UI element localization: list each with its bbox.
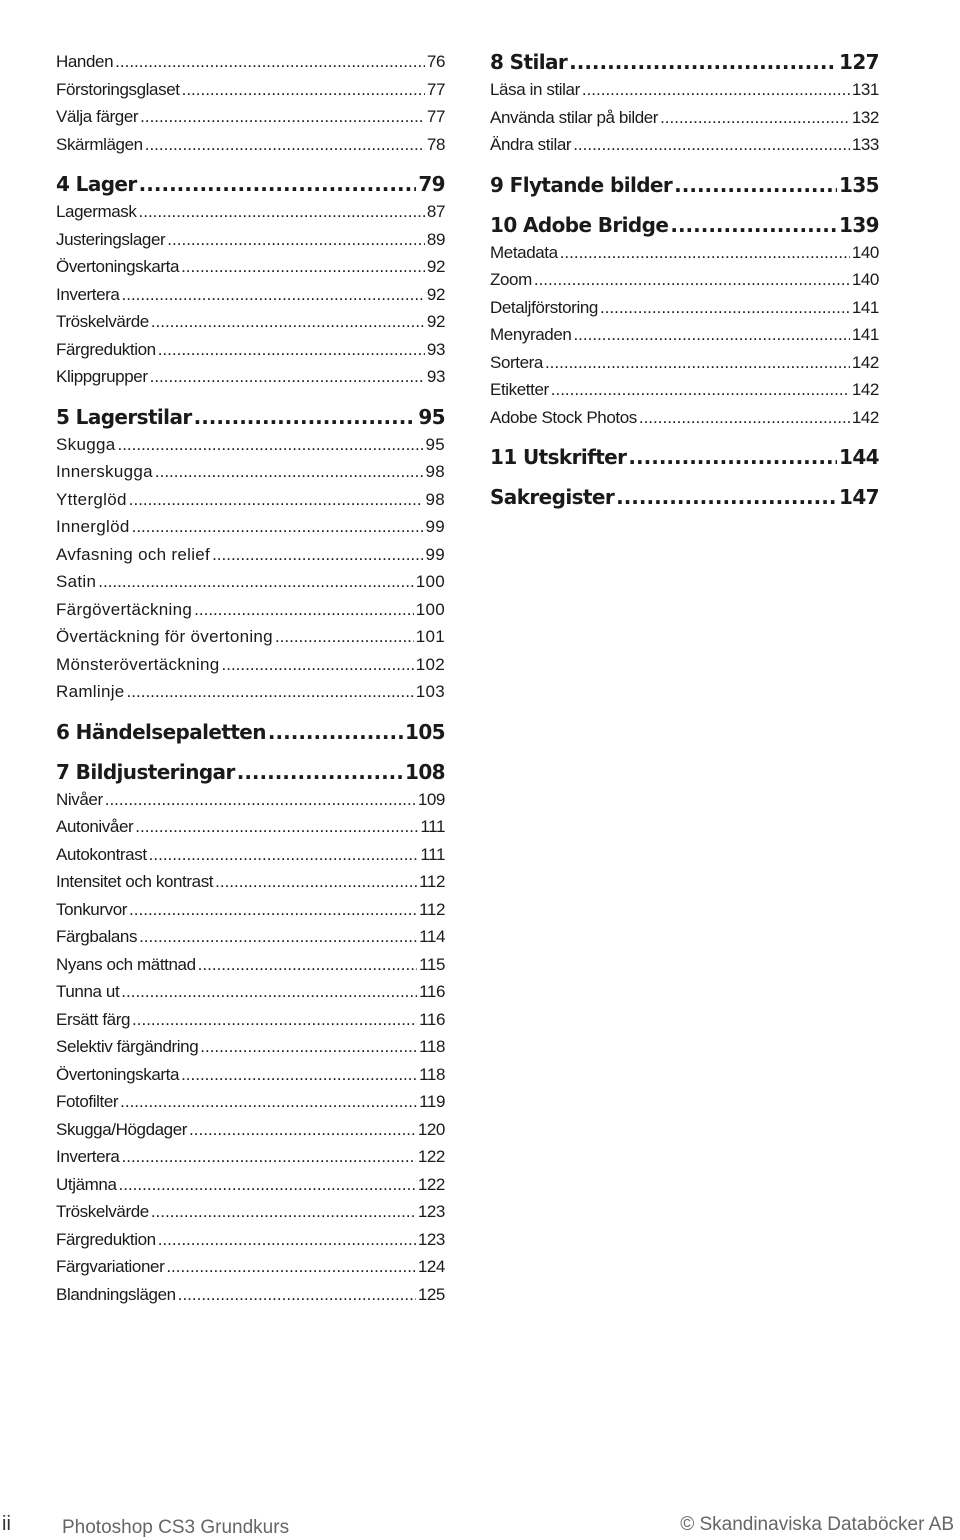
toc-title: Färgövertäckning [56,599,193,619]
toc-page-number: 119 [419,1092,445,1111]
toc-entry [56,596,445,624]
dot-leader [115,48,425,76]
toc-entry [56,363,445,391]
dot-leader [149,841,419,869]
toc-title: Sortera [490,352,543,372]
toc-chapter [490,171,879,199]
dot-leader [660,104,850,132]
dot-leader [121,978,417,1006]
toc-title: Färgbalans [56,927,138,946]
dot-leader [158,1226,416,1254]
toc-title: Mönsterövertäckning [56,654,220,674]
toc-entry [56,431,445,459]
toc-page-number: 89 [426,229,445,249]
toc-title: 7 Bildjusteringar [56,759,235,784]
toc-entry [56,131,445,159]
toc-page-number: 111 [420,817,445,836]
toc-page-number: 118 [419,1064,445,1084]
toc-page-number: 141 [851,325,879,344]
footer-page-number: ii [2,1513,11,1535]
footer-copyright: © Skandinaviska Databöcker AB [680,1514,954,1535]
toc-entry [56,198,445,226]
toc-entry [56,623,445,651]
toc-page-number: 114 [419,927,445,946]
dot-leader [275,623,414,651]
toc-page-number: 92 [426,257,445,276]
toc-title: Satin [56,572,97,591]
toc-entry [56,458,445,486]
toc-title: Avfasning och relief [56,544,211,564]
toc-page-number: 144 [839,445,879,469]
dot-leader [166,1253,416,1281]
dot-leader [268,718,403,746]
toc-entry [56,1088,445,1116]
dot-leader [158,336,425,364]
toc-entry [490,131,879,159]
dot-leader [573,321,849,349]
dot-leader [127,678,414,706]
toc-chapter [56,403,445,431]
dot-leader [150,363,425,391]
dot-leader [105,786,416,814]
toc-chapter [56,758,445,786]
dot-leader [560,239,850,267]
dot-leader [200,1033,417,1061]
dot-leader [120,1088,417,1116]
toc-page-number: 78 [426,134,445,154]
toc-entry [56,76,445,104]
toc-page-number: 127 [839,50,879,74]
toc-entry [56,541,445,569]
toc-page-number: 142 [851,352,879,372]
toc-entry [56,486,445,514]
toc-title: Tonkurvor [56,899,128,919]
toc-entry [56,786,445,814]
dot-leader [222,651,414,679]
toc-page-number: 124 [417,1257,445,1276]
toc-chapter [490,443,879,471]
dot-leader [182,76,425,104]
toc-entry [56,841,445,869]
toc-entry [490,349,879,377]
toc-page-number: 98 [425,489,445,509]
toc-page-number: 99 [425,544,445,564]
toc-page-number: 92 [426,284,445,304]
toc-page-number: 125 [417,1284,445,1304]
toc-title: Nivåer [56,789,103,809]
toc-entry [56,48,445,76]
toc-page-number: 109 [417,789,445,809]
toc-page-number: 122 [417,1174,445,1194]
toc-page-number: 95 [418,404,445,429]
toc-page-number: 112 [419,872,445,891]
toc-title: Justeringslager [56,229,166,249]
toc-page-number: 116 [419,1009,445,1029]
toc-title: Färgreduktion [56,1229,156,1249]
toc-title: Skärmlägen [56,134,143,154]
dot-leader [117,431,423,459]
toc-title: Adobe Stock Photos [490,407,637,427]
toc-page-number: 77 [426,107,445,126]
toc-title: 8 Stilar [490,50,568,74]
toc-entry [56,308,445,336]
toc-page-number: 142 [851,407,879,427]
toc-entry [56,1253,445,1281]
toc-page-number: 76 [426,52,445,71]
toc-entry [56,336,445,364]
toc-title: Utjämna [56,1174,117,1194]
toc-entry [56,103,445,131]
dot-leader [140,103,425,131]
toc-left-column [56,48,445,1308]
dot-leader [639,404,850,432]
dot-leader [198,951,417,979]
dot-leader [628,443,837,471]
toc-entry [56,1143,445,1171]
toc-page-number: 123 [417,1202,445,1221]
toc-title: Tunna ut [56,982,120,1001]
dot-leader [237,758,403,786]
toc-page-number: 93 [426,367,445,386]
toc-page-number: 132 [851,107,879,127]
toc-title: Innerskugga [56,462,153,481]
toc-entry [56,951,445,979]
toc-entry [490,404,879,432]
dot-leader [155,458,424,486]
toc-entry [56,568,445,596]
dot-leader [534,266,850,294]
toc-page-number: 140 [851,242,879,262]
toc-page-number: 100 [415,572,445,591]
dot-leader [600,294,850,322]
toc-page-number: 87 [426,202,445,221]
toc-page-number: 108 [405,759,445,784]
toc-title: 4 Lager [56,172,137,196]
toc-page-number: 147 [839,485,879,509]
toc-entry [56,281,445,309]
toc-title: Välja färger [56,107,139,126]
toc-page-number: 123 [417,1229,445,1249]
dot-leader [670,211,837,239]
toc-entry [490,266,879,294]
dot-leader [129,896,417,924]
dot-leader [181,253,425,281]
toc-title: 9 Flytande bilder [490,172,673,197]
toc-page-number: 140 [851,270,879,289]
toc-title: Tröskelvärde [56,1202,149,1221]
toc-title: Förstoringsglaset [56,79,180,99]
toc-page-number: 101 [415,627,445,646]
toc-title: Blandningslägen [56,1284,176,1304]
toc-entry [56,651,445,679]
toc-entry [490,76,879,104]
toc-entry [56,978,445,1006]
toc-title: 10 Adobe Bridge [490,212,669,237]
dot-leader [122,1143,416,1171]
dot-leader [181,1061,417,1089]
toc-page-number: 133 [851,135,879,154]
toc-title: Autokontrast [56,844,147,864]
toc-title: Skugga [56,434,116,454]
toc-page-number: 122 [417,1147,445,1166]
toc-page-number: 141 [851,297,879,317]
toc-chapter [490,48,879,76]
toc-right-column [490,48,879,511]
toc-page-number: 99 [425,517,445,536]
toc-page-number: 103 [415,682,445,701]
toc-title: 11 Utskrifter [490,445,627,469]
dot-leader [178,1281,416,1309]
toc-entry [56,1116,445,1144]
toc-chapter [490,483,879,511]
toc-chapter [56,170,445,198]
toc-entry [56,813,445,841]
toc-title: Menyraden [490,325,572,344]
toc-title: Invertera [56,1147,120,1166]
toc-title: Fotofilter [56,1092,119,1111]
dot-leader [215,868,417,896]
toc-entry [490,239,879,267]
toc-entry [56,1033,445,1061]
toc-entry [56,1006,445,1034]
toc-title: Färgreduktion [56,339,156,359]
toc-title: Autonivåer [56,817,134,836]
dot-leader [139,923,417,951]
dot-leader [119,1171,416,1199]
toc-title: 5 Lagerstilar [56,404,192,429]
toc-page-number: 105 [405,719,445,744]
toc-page-number: 135 [839,172,879,197]
dot-leader [194,403,417,431]
toc-chapter [490,211,879,239]
toc-title: Övertäckning för övertoning [56,627,273,646]
dot-leader [551,376,850,404]
toc-title: Selektiv färgändring [56,1037,199,1056]
toc-entry [56,253,445,281]
toc-page-number: 139 [839,212,879,237]
toc-page-number: 100 [415,599,445,619]
toc-page-number: 102 [415,654,445,674]
toc-page-number: 120 [417,1119,445,1139]
toc-title: Sakregister [490,485,615,509]
dot-leader [616,483,837,511]
toc-entry [56,226,445,254]
toc-title: Invertera [56,284,120,304]
toc-entry [56,868,445,896]
toc-page-number: 118 [419,1037,445,1056]
toc-title: Använda stilar på bilder [490,107,659,127]
toc-title: Färgvariationer [56,1257,165,1276]
toc-page-number: 111 [420,844,445,864]
toc-page-number: 93 [426,339,445,359]
toc-title: Innerglöd [56,517,130,536]
toc-entry [56,896,445,924]
dot-leader [189,1116,416,1144]
toc-title: Zoom [490,270,532,289]
toc-title: Ersätt färg [56,1009,131,1029]
toc-entry [56,1226,445,1254]
dot-leader [212,541,423,569]
toc-entry [56,1171,445,1199]
dot-leader [194,596,414,624]
dot-leader [139,170,417,198]
toc-page-number: 115 [419,954,445,974]
dot-leader [569,48,837,76]
toc-page-number: 92 [426,312,445,331]
toc-title: Läsa in stilar [490,80,580,99]
dot-leader [167,226,425,254]
dot-leader [129,486,424,514]
toc-title: Klippgrupper [56,367,148,386]
toc-entry [56,1198,445,1226]
dot-leader [674,171,837,199]
toc-entry [56,923,445,951]
dot-leader [545,349,850,377]
toc-entry [490,294,879,322]
dot-leader [122,281,425,309]
dot-leader [139,198,425,226]
toc-page-number: 116 [419,982,445,1001]
toc-page-number: 131 [851,80,879,99]
dot-leader [151,308,425,336]
dot-leader [573,131,850,159]
dot-leader [145,131,425,159]
toc-entry [56,513,445,541]
toc-entry [490,376,879,404]
toc-title: Ramlinje [56,682,125,701]
toc-title: Ändra stilar [490,135,572,154]
footer-book-title: Photoshop CS3 Grundkurs [62,1517,290,1538]
toc-entry [56,678,445,706]
toc-entry [490,321,879,349]
toc-title: Intensitet och kontrast [56,872,214,891]
toc-page-number: 95 [425,434,445,454]
toc-title: Etiketter [490,380,549,399]
toc-entry [56,1281,445,1309]
toc-page-number: 142 [851,380,879,399]
dot-leader [98,568,413,596]
toc-title: Lagermask [56,202,137,221]
toc-page-number: 77 [426,79,445,99]
toc-title: Ytterglöd [56,489,127,509]
toc-page-number: 98 [425,462,445,481]
toc-title: Handen [56,52,114,71]
toc-title: Övertoningskarta [56,1064,180,1084]
toc-title: Övertoningskarta [56,257,180,276]
toc-title: Detaljförstoring [490,297,598,317]
dot-leader [582,76,850,104]
dot-leader [135,813,418,841]
toc-chapter [56,718,445,746]
toc-entry [56,1061,445,1089]
toc-page-number: 79 [418,172,445,196]
dot-leader [151,1198,416,1226]
toc-title: Metadata [490,242,558,262]
dot-leader [132,513,424,541]
toc-page-number: 112 [419,899,445,919]
toc-entry [490,104,879,132]
toc-title: Skugga/Högdager [56,1119,188,1139]
toc-title: 6 Händelsepaletten [56,719,266,744]
toc-title: Nyans och mättnad [56,954,196,974]
dot-leader [132,1006,417,1034]
toc-title: Tröskelvärde [56,312,149,331]
